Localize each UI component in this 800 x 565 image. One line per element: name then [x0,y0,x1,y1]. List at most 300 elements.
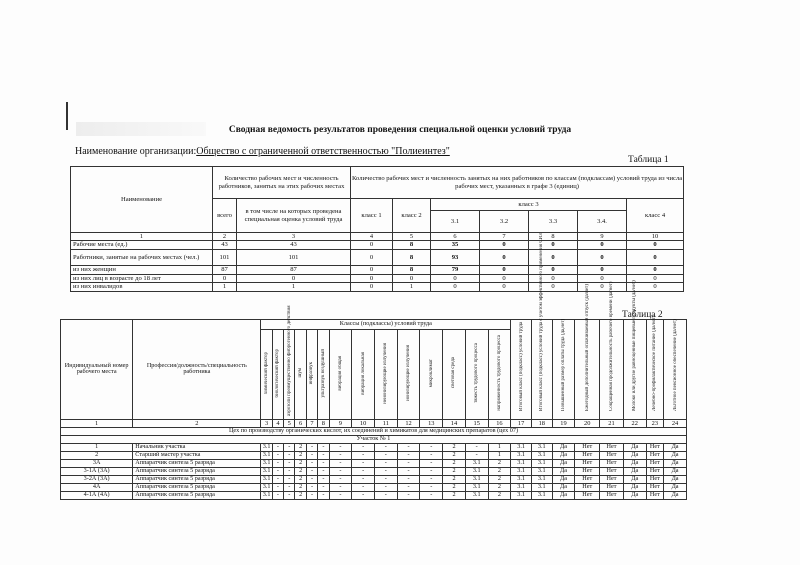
t2-cell: 3.1 [531,475,552,483]
t2-cell: Нет [600,443,624,451]
t2-workplace-id: 1 [61,443,133,451]
t2-cell: 2 [295,451,306,459]
organization-line [75,146,450,157]
t2-header-vertical-text: напряженность трудового процесса [496,335,502,411]
t2-cell: Нет [646,467,664,475]
table1-label: Таблица 1 [628,155,669,165]
t1-cell: 0 [529,274,578,283]
t2-cell: - [352,459,375,467]
t2-cell: - [420,483,443,491]
t2-cell: - [374,451,397,459]
t2-subsection-title: Участок № 1 [61,435,687,443]
t2-cell: Нет [646,459,664,467]
t2-header-vertical-text: биологический фактор [275,348,281,398]
t2-header-vertical-text: ультразвук воздушный [320,348,326,398]
t1-header-classes: Количество рабочих мест и численность занятых на них работников по классам (подклассам) условий труда из числа рабочих мест, указанных в графе 3 (единиц) [351,167,684,199]
t2-cell: 3.1 [531,443,552,451]
t2-cell: Нет [575,451,600,459]
t2-cell: Да [623,451,646,459]
t2-cell: - [318,467,329,475]
t2-cell: 3.1 [511,451,532,459]
t2-cell: Нет [600,483,624,491]
t1-cell: 43 [237,241,351,250]
t1-cell: 1 [393,283,431,292]
t1-col-number: 8 [529,233,578,241]
t2-cell: - [318,491,329,499]
t2-cell: 3.1 [465,475,488,483]
t2-header-vertical-text: ионизирующие излучения [406,345,412,401]
t2-cell: - [420,451,443,459]
t2-cell: - [465,443,488,451]
t2-cell: - [397,491,420,499]
t2-col-number: 2 [133,419,261,427]
t1-col-number: 3 [237,233,351,241]
t2-cell: - [272,483,283,491]
t2-cell: 2 [295,483,306,491]
t2-header-vertical [443,330,466,420]
t2-cell: 2 [488,475,511,483]
t2-cell: Нет [646,483,664,491]
t1-header-sub: 3.2 [480,211,529,233]
t2-cell: Нет [575,475,600,483]
t1-cell: 0 [627,274,684,283]
t2-header-vertical [664,320,687,420]
t2-cell: Да [664,491,687,499]
t2-cell: - [306,491,317,499]
t2-cell: 3.1 [262,450,271,458]
t2-profession: Начальник участка [133,443,261,451]
t2-cell: Нет [575,467,600,475]
t2-header-vertical-text: тяжесть трудового процесса [474,343,480,403]
t2-col-number: 20 [575,419,600,427]
t1-cell: 0 [213,274,237,283]
t2-col-number: 11 [374,419,397,427]
t2-cell: 3.1 [262,458,271,466]
t1-cell: 0 [529,241,578,250]
t2-header-vertical-text: шум [298,368,304,378]
t2-cell: - [272,459,283,467]
t2-cell: - [284,459,295,467]
t2-cell: 2 [488,491,511,499]
t2-header-vertical [306,330,317,420]
t2-cell: - [374,443,397,451]
t1-col-number: 10 [627,233,684,241]
t1-cell: 87 [213,265,237,274]
t2-cell: 2 [488,483,511,491]
t2-cell: Да [623,491,646,499]
t2-cell: 1 [488,443,511,451]
t2-header-vertical-text: Лечебно-профилактическое питание (да/нет) [652,315,658,411]
t2-cell: 1 [488,451,511,459]
t2-cell: - [284,491,295,499]
t1-col-number: 1 [71,233,213,241]
t2-header-vertical-text: Льготное пенсионное обеспечение (да/нет) [672,319,678,411]
t1-col-number: 9 [578,233,627,241]
t2-header-vertical [295,330,306,420]
t2-cell: - [352,491,375,499]
t2-cell: - [329,443,352,451]
t2-col-number: 13 [420,419,443,427]
t2-cell: Да [552,491,575,499]
t2-workplace-id: 4А [61,483,133,491]
t1-cell: 1 [213,283,237,292]
t2-cell: 2 [295,459,306,467]
t1-cell: 0 [529,265,578,274]
t2-workplace-id: 3А [61,459,133,467]
t2-cell: - [272,467,283,475]
t2-header-vertical-text: Итоговый класс (подкласс) условий труда с учетом эффективного применения СИЗ [539,233,545,411]
t2-profession: Аппаратчик синтеза 5 разряда [133,467,261,475]
t2-cell: Да [664,483,687,491]
t2-col-number: 22 [623,419,646,427]
t1-cell: 0 [578,274,627,283]
t2-col-number: 14 [443,419,466,427]
t1-header-class2: класс 2 [393,199,431,233]
t2-cell: 3.1 [531,459,552,467]
t2-workplace-id: 3-1А (3А) [61,467,133,475]
t2-cell: - [284,467,295,475]
t2-workplace-id: 4-1А (4А) [61,491,133,499]
t1-cell: 0 [431,283,480,292]
t2-cell: - [329,483,352,491]
t2-cell: Нет [575,483,600,491]
t2-profession: Аппаратчик синтеза 5 разряда [133,483,261,491]
t1-row [71,274,684,283]
t1-cell: 0 [351,249,393,265]
t2-cell: - [352,467,375,475]
t1-cell: 0 [480,265,529,274]
t2-cell: - [397,483,420,491]
t2-cell: Нет [646,491,664,499]
t1-cell: 93 [431,249,480,265]
t2-cell: 3.1 [531,451,552,459]
t2-cell: - [272,475,283,483]
t1-cell: 0 [529,249,578,265]
t2-cell: - [284,443,295,451]
t1-cell: 0 [578,265,627,274]
t2-header-vertical-text: Сокращенная продолжительность рабочего времени (да/нет) [608,281,614,411]
t1-header-name: Наименование [71,167,213,233]
t2-cell: - [306,459,317,467]
t2-header-vertical [488,330,511,420]
t2-cell: Да [552,451,575,459]
t2-cell: 2 [443,451,466,459]
t2-cell: Нет [575,491,600,499]
t2-cell: 3.1 [511,491,532,499]
t2-col-number: 17 [511,419,532,427]
t1-cell: 0 [351,265,393,274]
t1-cell: 0 [351,283,393,292]
t1-row-label: из них женщин [71,265,213,274]
t1-header-workplaces: Количество рабочих мест и численность работников, занятых на этих рабочих местах [213,167,351,199]
t2-cell: - [329,491,352,499]
t2-col-number: 1 [61,419,133,427]
t2-cell: 3.1 [511,459,532,467]
t2-cell: - [420,459,443,467]
t2-cell: Нет [646,475,664,483]
t2-col-number: 15 [465,419,488,427]
t1-cell: 87 [237,265,351,274]
t2-cell: Да [664,475,687,483]
t1-header-sub: 3.4. [578,211,627,233]
t2-cell: Да [552,467,575,475]
t2-cell: Нет [575,443,600,451]
t2-header-profession: Профессия/должность/специальность работника [133,320,261,420]
t2-col-number: 18 [531,419,552,427]
t2-cell: - [352,483,375,491]
t2-header-vertical [600,281,624,420]
t2-cell: - [272,443,283,451]
t1-col-number: 4 [351,233,393,241]
t2-cell: - [284,451,295,459]
t2-cell: 2 [295,475,306,483]
t2-col-number: 9 [329,419,352,427]
t2-workplace-id: 3-2А (3А) [61,475,133,483]
t2-cell: - [352,443,375,451]
t2-header-vertical [318,330,329,420]
t1-header-sub: 3.1 [431,211,480,233]
t1-cell: 8 [393,249,431,265]
t2-cell: 2 [443,483,466,491]
t1-cell: 8 [393,265,431,274]
t2-cell: 3.1 [262,482,271,490]
t2-cell: 3.1 [531,491,552,499]
t2-cell: - [318,451,329,459]
t2-cell: - [329,467,352,475]
t1-cell: 0 [578,241,627,250]
t1-row [71,249,684,265]
t1-cell: 0 [627,265,684,274]
t1-col-number: 6 [431,233,480,241]
t2-header-vertical [284,305,295,420]
t2-cell: - [397,443,420,451]
t2-cell: 3.1 [511,483,532,491]
t2-header-vertical [261,330,272,420]
t2-cell: 2 [295,443,306,451]
t2-cell: 2 [295,491,306,499]
t2-cell: - [272,491,283,499]
t2-col-number: 10 [352,419,375,427]
t2-cell: 3.1 [511,467,532,475]
t2-cell: 2 [443,459,466,467]
t2-cell: - [397,459,420,467]
t2-cell: 3.1 [465,491,488,499]
t2-header-vertical-text: световая среда [451,357,457,389]
t1-cell: 8 [393,241,431,250]
t2-header-vertical-text: микроклимат [428,358,434,388]
t1-cell: 0 [480,241,529,250]
t2-cell: 3.1 [262,474,271,482]
t2-cell: - [306,483,317,491]
t1-header-class1: класс 1 [351,199,393,233]
t2-cell: Да [664,443,687,451]
t1-cell: 0 [393,274,431,283]
t2-cell: Да [552,459,575,467]
summary-table [70,166,684,292]
t2-header-vertical [465,330,488,420]
t2-cell: - [329,451,352,459]
t2-cell: Нет [600,467,624,475]
t1-cell: 35 [431,241,480,250]
t2-cell: Нет [646,443,664,451]
t2-cell: - [420,467,443,475]
t2-cell: 2 [295,467,306,475]
t2-profession: Аппаратчик синтеза 5 разряда [133,491,261,499]
t2-header-vertical [420,330,443,420]
t1-header-sub: 3.3 [529,211,578,233]
t2-profession: Старший мастер участка [133,451,261,459]
t2-cell: 2 [443,443,466,451]
t2-col-number: 4 [272,419,283,427]
t2-cell: - [465,451,488,459]
t2-header-vertical [531,233,552,420]
t2-header-vertical-text: аэрозоли преимущественно фиброгенного действия [286,305,292,416]
t2-header-vertical-text: неионизирующие излучения [383,342,389,404]
t2-cell: - [420,475,443,483]
t2-col-number: 12 [397,419,420,427]
t1-cell: 0 [578,283,627,292]
t1-header-class3: класс 3 [431,199,627,211]
t1-header-class4: класс 4 [627,199,684,233]
t2-cell: - [374,467,397,475]
t2-header-vertical-text: вибрация локальная [360,351,366,395]
t2-cell: - [374,483,397,491]
t2-cell: - [374,491,397,499]
t2-cell: 3.1 [531,483,552,491]
t2-header-vertical-text: Молоко или другие равноценные пищевые продукты (да/нет) [632,280,638,411]
t2-cell: - [397,475,420,483]
t2-cell: 3.1 [262,442,271,450]
table2-label: Таблица 2 [622,310,663,320]
t2-header-vertical-text: химический фактор [264,351,270,395]
t2-cell: 2 [488,467,511,475]
organization-label: Наименование организации: [75,146,197,157]
t2-header-vertical-text: вибрация общая [337,355,343,391]
t1-cell: 0 [578,249,627,265]
t2-col-number: 8 [318,419,329,427]
t2-cell: Да [664,459,687,467]
t2-cell: - [272,451,283,459]
t2-cell: - [318,459,329,467]
document-title: Сводная ведомость результатов проведения специальной оценки условий труда [228,125,572,135]
t1-cell: 0 [627,241,684,250]
t2-header-vertical [397,330,420,420]
t1-col-number: 7 [480,233,529,241]
t1-col-number: 2 [213,233,237,241]
t2-cell: 3.1 [262,490,271,498]
t2-cell: Нет [600,451,624,459]
t1-cell: 1 [237,283,351,292]
t2-cell: - [306,451,317,459]
t2-cell: - [352,451,375,459]
t2-cell: 2 [443,467,466,475]
t2-cell: Да [623,459,646,467]
t1-cell: 0 [627,283,684,292]
t2-cell: Да [552,443,575,451]
t2-header-vertical [646,315,664,420]
t2-col-number: 24 [664,419,687,427]
t2-cell: Нет [600,459,624,467]
t2-header-vertical [552,320,575,420]
t2-cell: - [318,475,329,483]
t2-workplace-id: 2 [61,451,133,459]
t2-cell: Да [623,443,646,451]
t2-cell: Да [623,475,646,483]
t2-col-number: 7 [306,419,317,427]
t1-header-assessed: в том числе на которых проведена специальная оценка условий труда [237,199,351,233]
t1-row [71,265,684,274]
t2-cell: Да [664,451,687,459]
t2-cell: 3.1 [465,467,488,475]
t2-cell: Нет [575,459,600,467]
t2-cell: 3.1 [511,443,532,451]
t1-cell: 0 [480,274,529,283]
t1-cell: 0 [351,241,393,250]
t1-row [71,241,684,250]
t2-cell: Да [623,483,646,491]
t2-header-vertical [575,284,600,420]
t1-cell: 0 [237,274,351,283]
t2-cell: - [306,443,317,451]
t1-cell: 0 [627,249,684,265]
t1-row-label: из них лиц в возрасте до 18 лет [71,274,213,283]
t2-cell: - [306,467,317,475]
t2-header-id: Индивидуальный номер рабочего места [61,320,133,420]
t2-cell: 3.1 [531,467,552,475]
t2-cell: - [374,459,397,467]
t2-cell: 2 [488,459,511,467]
t2-cell: - [284,475,295,483]
t2-header-vertical-text: Ежегодный дополнительный оплачиваемый отпуск (да/нет) [584,284,590,411]
t2-header-vertical [329,330,352,420]
t2-header-vertical [511,320,532,420]
t2-header-vertical [374,330,397,420]
t2-header-vertical [352,330,375,420]
t2-header-vertical-text: Повышенный размер оплаты труда (да,нет) [560,318,566,411]
t2-profession: Аппаратчик синтеза 5 разряда [133,459,261,467]
t2-cell: - [374,475,397,483]
t1-cell: 101 [237,249,351,265]
organization-value: Общество с ограниченной ответственностью "Полиеинтез" [196,146,450,157]
t2-col-number: 21 [600,419,624,427]
t2-cell: Да [552,483,575,491]
t2-cell: Нет [600,475,624,483]
t1-cell: 43 [213,241,237,250]
t1-cell: 0 [351,274,393,283]
t1-row [71,283,684,292]
t2-cell: 3.1 [465,459,488,467]
t1-header-total: всего [213,199,237,233]
t2-col-number: 6 [295,419,306,427]
t2-header-classes: Классы (подклассы) условий труда [261,320,511,330]
t2-col-number: 23 [646,419,664,427]
t1-row-label: Работники, занятые на рабочих местах (чел.) [71,249,213,265]
t1-cell: 0 [431,274,480,283]
t2-row [61,491,687,499]
t1-cell: 101 [213,249,237,265]
t2-cell: 2 [443,491,466,499]
t2-cell: - [318,483,329,491]
t2-cell: Нет [646,451,664,459]
t2-col-number: 5 [284,419,295,427]
t2-cell: Да [552,475,575,483]
t2-cell: 3.1 [465,483,488,491]
t2-cell: - [284,483,295,491]
t2-cell: - [329,475,352,483]
t2-profession: Аппаратчик синтеза 5 разряда [133,475,261,483]
t1-col-number: 5 [393,233,431,241]
t2-cell: - [306,475,317,483]
